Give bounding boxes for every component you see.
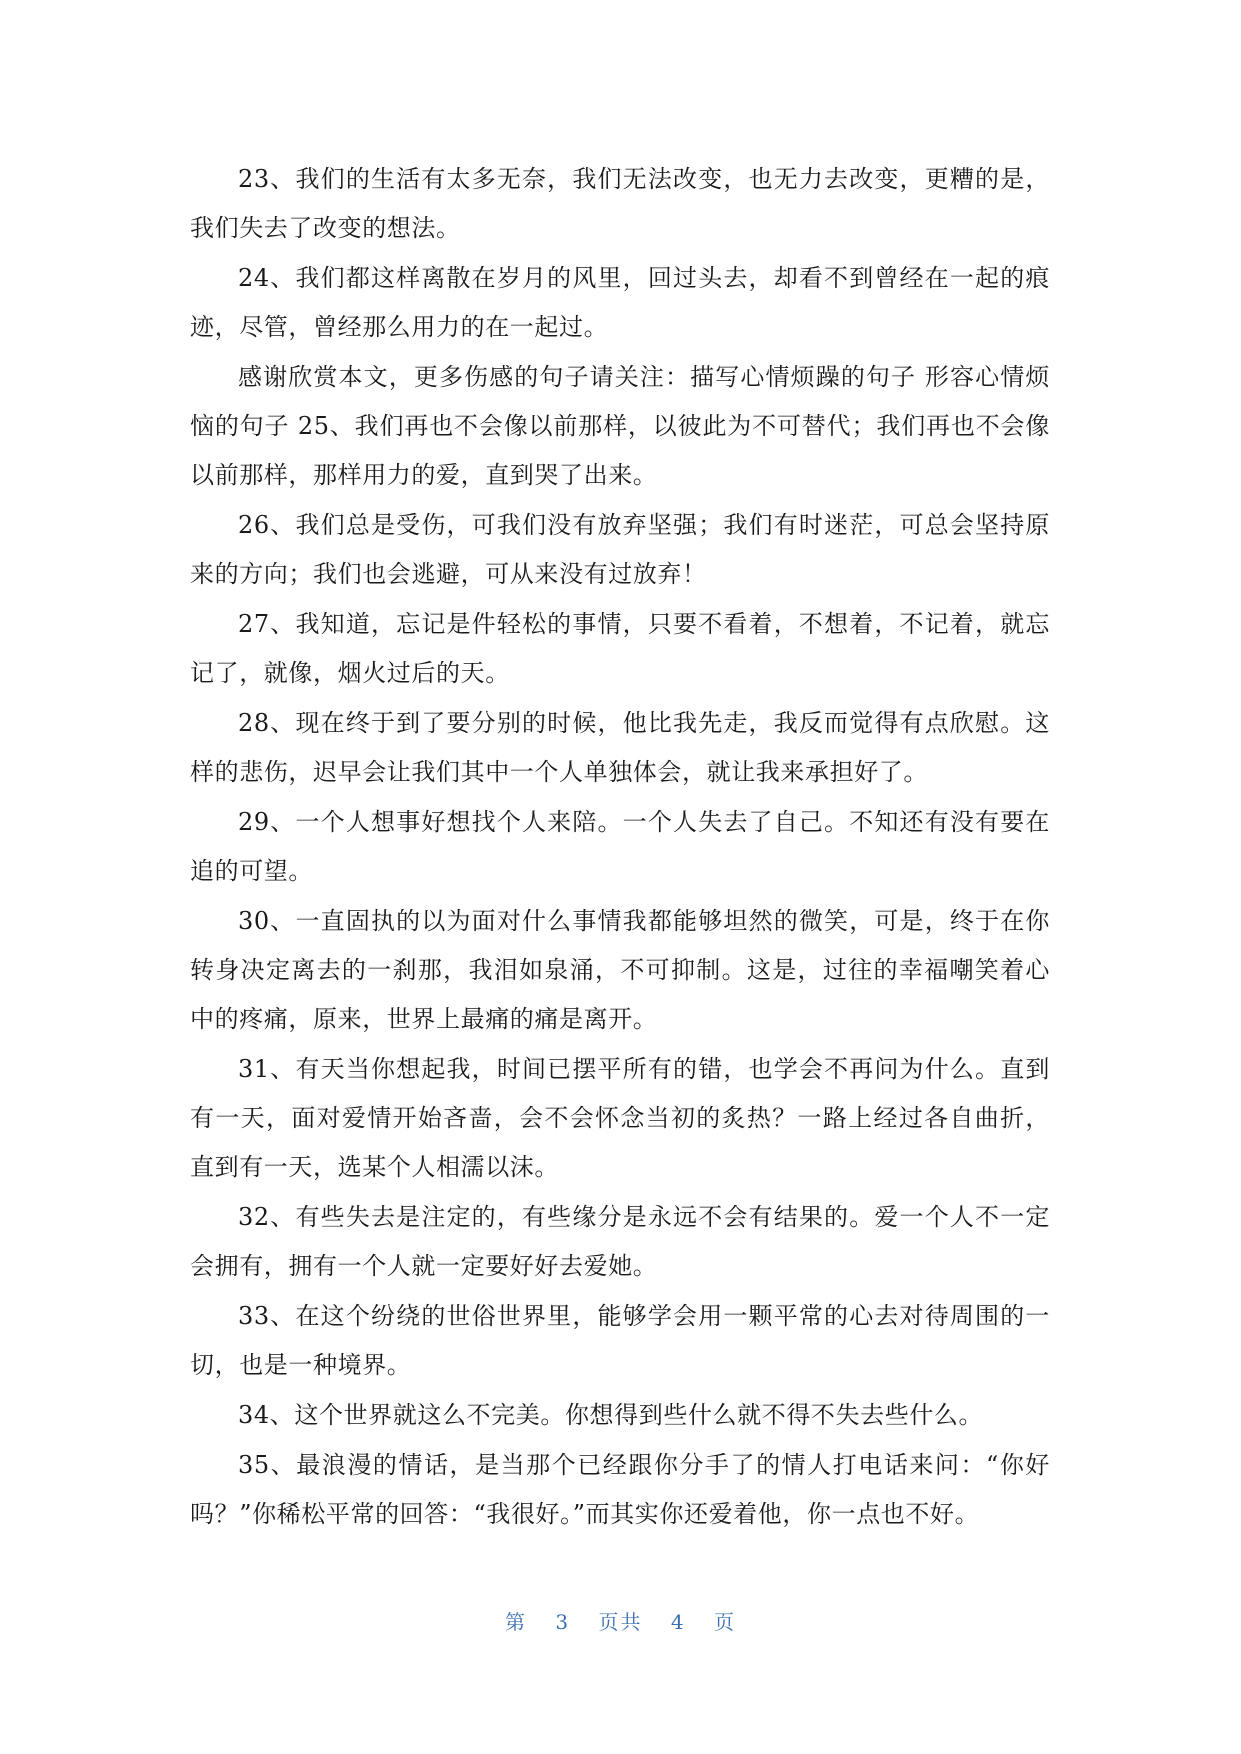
paragraph-24: 24、我们都这样离散在岁月的风里，回过头去，却看不到曾经在一起的痕迹，尽管，曾经那么用力的在一起过。 (190, 264, 1050, 341)
paragraph-28: 28、现在终于到了要分别的时候，他比我先走，我反而觉得有点欣慰。这样的悲伤，迟早会让我们其中一个人单独体会，就让我来承担好了。 (190, 709, 1050, 786)
paragraph-25: 感谢欣赏本文，更多伤感的句子请关注：描写心情烦躁的句子 形容心情烦恼的句子 25、我们再也不会像以前那样，以彼此为不可替代；我们再也不会像以前那样，那样用力的爱，直到哭了出来。 (190, 363, 1050, 489)
document-body (190, 155, 1050, 1540)
page-footer (0, 1606, 1241, 1635)
paragraph-34: 34、这个世界就这么不完美。你想得到些什么就不得不失去些什么。 (238, 1401, 984, 1429)
paragraph-35: 35、最浪漫的情话，是当那个已经跟你分手了的情人打电话来问：“你好吗？”你稀松平常的回答：“我很好。”而其实你还爱着他，你一点也不好。 (190, 1451, 1050, 1528)
paragraph-23: 23、我们的生活有太多无奈，我们无法改变，也无力去改变，更糟的是，我们失去了改变的想法。 (190, 165, 1050, 242)
footer-middle: 页共 (598, 1610, 643, 1634)
paragraph-27: 27、我知道，忘记是件轻松的事情，只要不看着，不想着，不记着，就忘记了，就像，烟火过后的天。 (190, 610, 1050, 687)
footer-prefix: 第 (505, 1610, 528, 1634)
paragraph-32: 32、有些失去是注定的，有些缘分是永远不会有结果的。爱一个人不一定会拥有，拥有一个人就一定要好好去爱她。 (190, 1203, 1050, 1280)
paragraph-31: 31、有天当你想起我，时间已摆平所有的错，也学会不再问为什么。直到有一天，面对爱情开始吝啬，会不会怀念当初的炙热？一路上经过各自曲折，直到有一天，选某个人相濡以沫。 (190, 1055, 1050, 1181)
paragraph-29: 29、一个人想事好想找个人来陪。一个人失去了自己。不知还有没有要在追的可望。 (190, 808, 1050, 885)
paragraph-33: 33、在这个纷绕的世俗世界里，能够学会用一颗平常的心去对待周围的一切，也是一种境界。 (190, 1302, 1050, 1379)
footer-current-page: 3 (555, 1610, 571, 1634)
paragraph-26: 26、我们总是受伤，可我们没有放弃坚强；我们有时迷茫，可总会坚持原来的方向；我们也会逃避，可从来没有过放弃！ (190, 511, 1050, 588)
footer-suffix: 页 (713, 1610, 736, 1634)
footer-total-pages: 4 (670, 1610, 686, 1634)
paragraph-30: 30、一直固执的以为面对什么事情我都能够坦然的微笑，可是，终于在你转身决定离去的一刹那，我泪如泉涌，不可抑制。这是，过往的幸福嘲笑着心中的疼痛，原来，世界上最痛的痛是离开。 (190, 907, 1050, 1033)
